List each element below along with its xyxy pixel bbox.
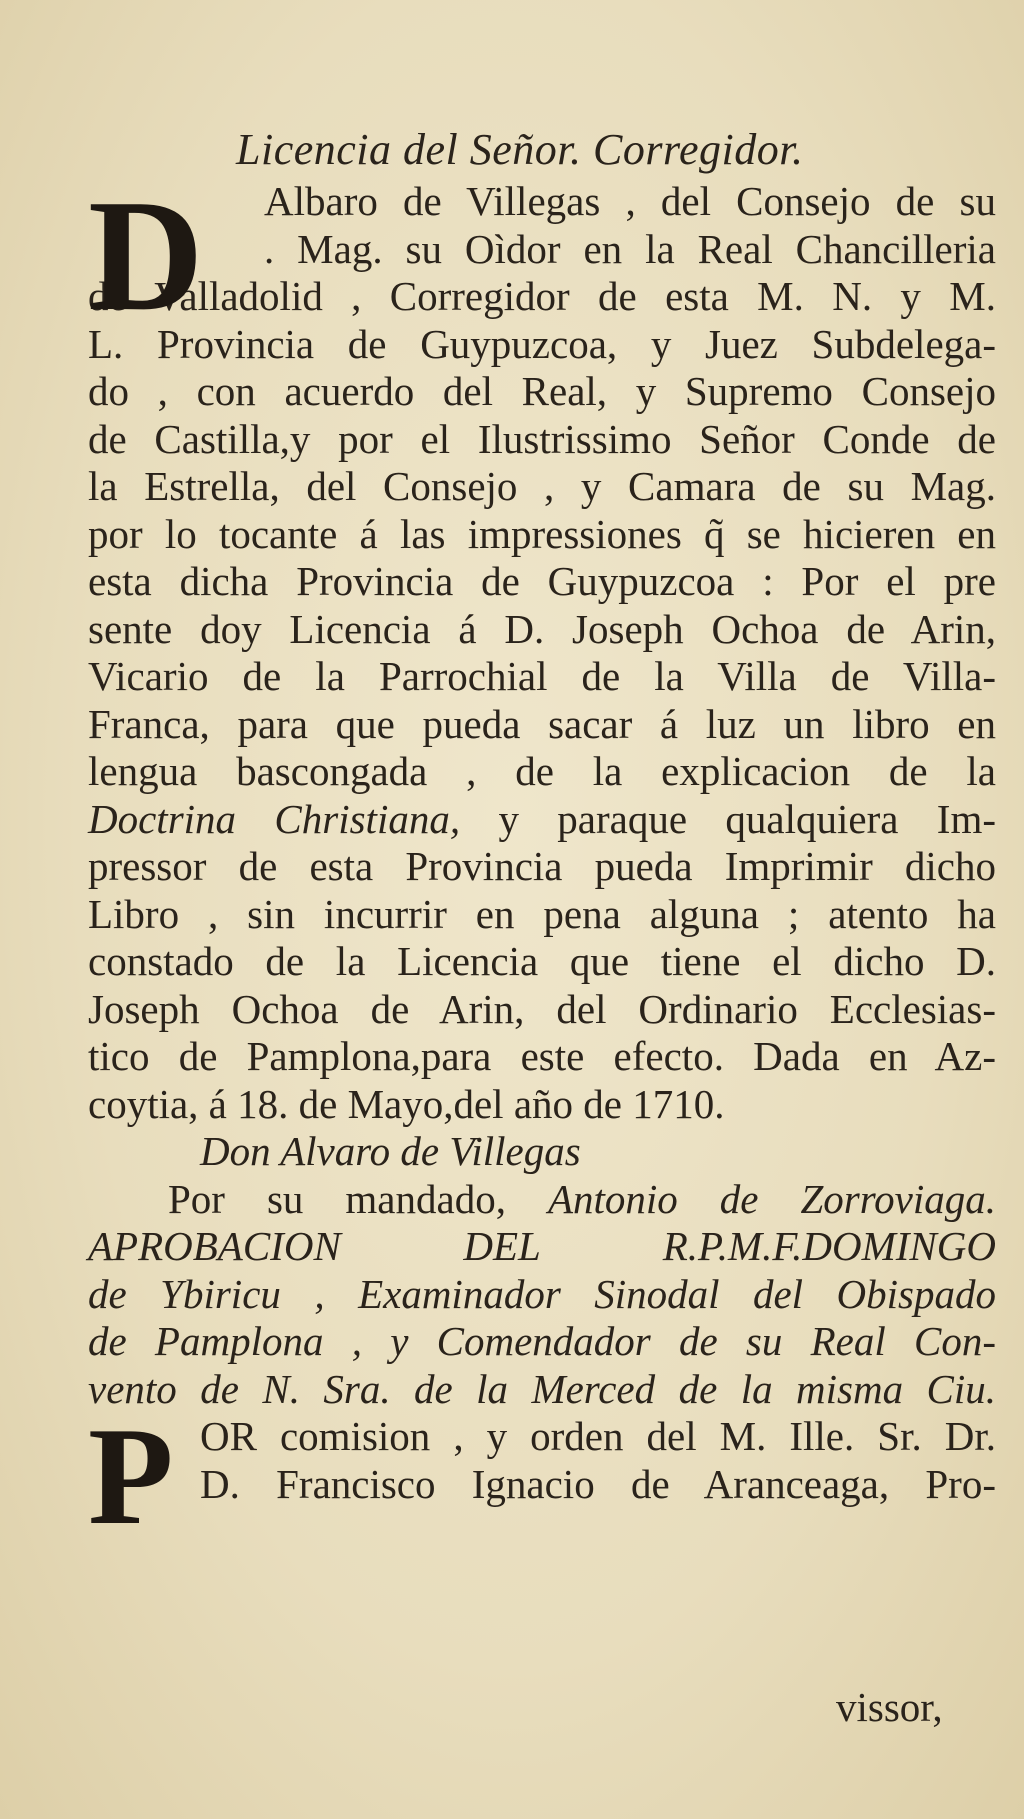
heading-line: de Ybiricu , Examinador Sinodal del Obispado xyxy=(88,1270,996,1317)
mandado-prefix: Por su mandado, xyxy=(168,1175,506,1222)
text-line: coytia, á 18. de Mayo,del año de 1710. xyxy=(88,1080,725,1127)
text-line: tico de Pamplona,para este efecto. Dada en Az- xyxy=(88,1033,996,1079)
text-line: Vicario de la Parrochial de la Villa de Villa- xyxy=(88,653,996,699)
text-line: L. Provincia de Guypuzcoa, y Juez Subdelega- xyxy=(88,320,996,367)
heading-line: APROBACION DEL R.P.M.F.DOMINGO xyxy=(88,1223,996,1269)
drop-cap-d: D xyxy=(88,166,204,344)
text-line: Franca, para que pueda sacar á luz un libro en xyxy=(88,700,996,747)
text-line: constado de la Licencia que tiene el dicho D. xyxy=(88,938,996,984)
heading-line: vento de N. Sra. de la Merced de la misma Ciu. xyxy=(88,1365,996,1412)
text-line: pressor de esta Provincia pueda Imprimir dicho xyxy=(88,843,996,889)
text-line: D. Francisco Ignacio de Aranceaga, Pro- xyxy=(200,1460,996,1507)
aprobacion-paragraph xyxy=(88,1399,996,1554)
mandado-name: Antonio de Zorroviaga. xyxy=(547,1175,997,1222)
text-line: Joseph Ochoa de Arin, del Ordinario Ecclesias- xyxy=(88,985,996,1032)
text-line: sente doy Licencia á D. Joseph Ochoa de Arin, xyxy=(88,605,996,652)
doctrina-title: Doctrina Christiana, xyxy=(88,795,461,842)
signature: Don Alvaro de Villegas xyxy=(200,1128,581,1174)
doctrina-rest: y paraque qualquiera Im- xyxy=(498,795,996,842)
text-line: de Valladolid , Corregidor de esta M. N. y M. xyxy=(88,273,996,319)
text-line: Albaro de Villegas , del Consejo de su xyxy=(264,178,996,224)
text-line: . Mag. su Oìdor en la Real Chancilleria xyxy=(264,225,996,272)
mandado-line xyxy=(88,1176,996,1224)
text-line: OR comision , y orden del M. Ille. Sr. Dr. xyxy=(200,1413,996,1459)
text-line: lengua bascongada , de la explicacion de la xyxy=(88,748,996,794)
text-line xyxy=(88,796,996,844)
heading-line: de Pamplona , y Comendador de su Real Con- xyxy=(88,1318,996,1364)
text-line: Libro , sin incurrir en pena alguna ; atento ha xyxy=(88,890,996,937)
text-line: esta dicha Provincia de Guypuzcoa : Por el pre xyxy=(88,558,996,604)
text-line: do , con acuerdo del Real, y Supremo Consejo xyxy=(88,368,996,414)
aprobacion-heading xyxy=(88,1223,996,1413)
text-line: la Estrella, del Consejo , y Camara de su Mag. xyxy=(88,463,996,509)
text-line: por lo tocante á las impressiones q̃ se hicieren en xyxy=(88,510,996,557)
licencia-paragraph xyxy=(88,166,996,1128)
licencia-heading: Licencia del Señor. Corregidor. xyxy=(236,125,804,174)
text-block xyxy=(88,122,997,1554)
drop-cap-p: P xyxy=(88,1399,174,1554)
text-line: de Castilla,y por el Ilustrissimo Señor Conde de xyxy=(88,415,996,462)
catchword: vissor, xyxy=(836,1684,943,1730)
